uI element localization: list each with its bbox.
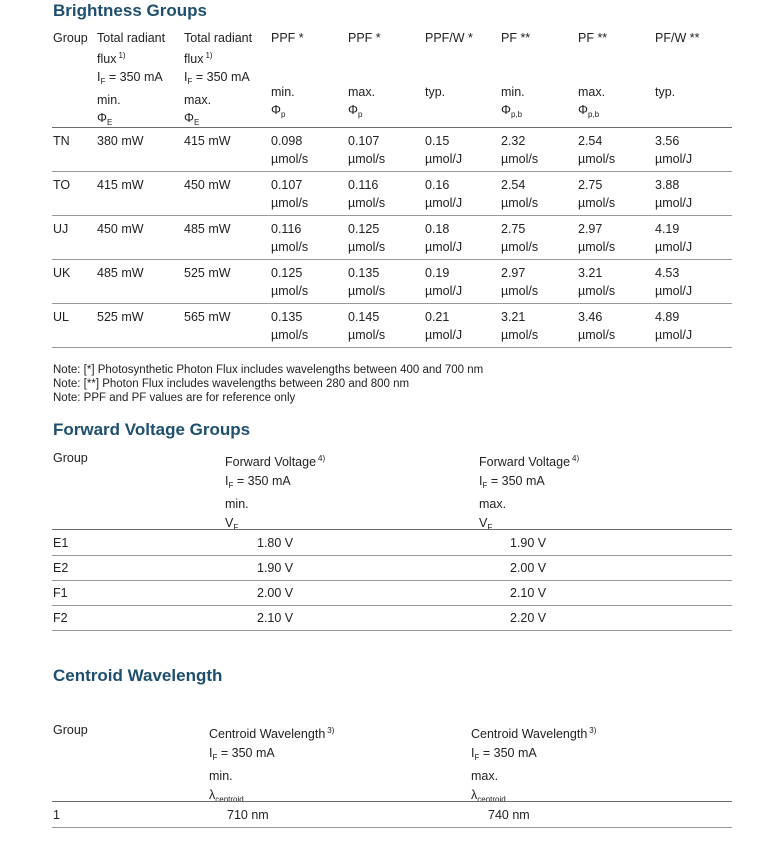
header-flux-label: Total radiant <box>97 31 166 45</box>
header-ppfw <box>425 29 473 101</box>
cell-flux-max: 450 mW <box>184 178 231 192</box>
cell-flux-min: 380 mW <box>97 134 144 148</box>
header-ppfw-label: PPF/W * <box>425 31 473 45</box>
row-divider <box>52 215 732 216</box>
header-group: Group <box>53 723 88 737</box>
header-symbol: $\Phi_E$ <box>97 111 113 127</box>
cell-group: TO <box>53 178 71 192</box>
header-wl-label: Centroid Wavelength $^{3)}$ <box>471 726 597 741</box>
header-symbol: $\Phi_p$ <box>271 103 286 119</box>
cell-vf-min: 1.90 V <box>257 561 294 575</box>
header-min: min. <box>225 497 249 511</box>
cell-pf-max: 2.97 µmol/s <box>578 222 616 254</box>
cell-ppf-min: 0.098 µmol/s <box>271 134 309 166</box>
header-min: min. <box>501 85 525 99</box>
header-divider <box>52 529 732 530</box>
cell-pf-max: 2.54 µmol/s <box>578 134 616 166</box>
cell-vf-max: 2.10 V <box>510 586 547 600</box>
header-ppf-min <box>271 29 304 124</box>
header-current: $I_F = 350$ mA <box>471 746 537 762</box>
header-pf-min <box>501 29 530 124</box>
header-ppf-label: PPF * <box>348 31 381 45</box>
cell-flux-min: 485 mW <box>97 266 144 280</box>
cell-pf-min: 3.21 µmol/s <box>501 310 539 342</box>
cell-flux-min: 415 mW <box>97 178 144 192</box>
header-current: $I_F = 350$ mA <box>225 474 291 490</box>
cell-pfw: 4.53 µmol/J <box>655 266 693 298</box>
cell-group: 1 <box>53 808 60 822</box>
cell-group: UJ <box>53 222 69 236</box>
cell-wl-min: 710 nm <box>227 808 269 822</box>
header-wl-max <box>471 721 596 809</box>
cell-vf-max: 2.20 V <box>510 611 547 625</box>
forward-voltage-title: Forward Voltage Groups <box>53 420 251 439</box>
header-min: min. <box>97 93 121 107</box>
header-current: $I_F = 350$ mA <box>479 474 545 490</box>
cell-ppf-min: 0.125 µmol/s <box>271 266 309 298</box>
cell-ppfw: 0.15 µmol/J <box>425 134 463 166</box>
cell-ppf-max: 0.145 µmol/s <box>348 310 386 342</box>
header-pfw <box>655 29 699 101</box>
cell-group: E2 <box>53 561 69 575</box>
row-divider <box>52 555 732 556</box>
cell-pf-min: 2.75 µmol/s <box>501 222 539 254</box>
cell-pf-min: 2.32 µmol/s <box>501 134 539 166</box>
header-vf-label: Forward Voltage $^{4)}$ <box>479 454 580 469</box>
row-divider <box>52 605 732 606</box>
cell-pf-max: 3.21 µmol/s <box>578 266 616 298</box>
centroid-title: Centroid Wavelength <box>53 666 223 685</box>
cell-vf-min: 2.10 V <box>257 611 294 625</box>
cell-pfw: 4.89 µmol/J <box>655 310 693 342</box>
cell-ppfw: 0.19 µmol/J <box>425 266 463 298</box>
cell-pfw: 3.88 µmol/J <box>655 178 693 210</box>
header-flux-max <box>184 29 252 132</box>
cell-ppf-max: 0.107 µmol/s <box>348 134 386 166</box>
cell-wl-max: 740 nm <box>488 808 530 822</box>
row-divider <box>52 171 732 172</box>
cell-ppf-max: 0.135 µmol/s <box>348 266 386 298</box>
cell-flux-max: 485 mW <box>184 222 231 236</box>
cell-flux-max: 415 mW <box>184 134 231 148</box>
cell-pf-max: 3.46 µmol/s <box>578 310 616 342</box>
row-divider <box>52 580 732 581</box>
header-ppf-max <box>348 29 381 124</box>
header-pf-label: PF ** <box>501 31 531 45</box>
note-ppf: Note: [*] Photosynthetic Photon Flux includes wavelengths between 400 and 700 nm <box>53 364 484 376</box>
header-symbol: $\Phi_{p,b}$ <box>501 103 523 119</box>
header-flux-label: Total radiant <box>184 31 253 45</box>
header-symbol: $\lambda_{centroid}$ <box>471 788 506 804</box>
brightness-title: Brightness Groups <box>53 1 207 20</box>
cell-group: E1 <box>53 536 69 550</box>
header-wl-label: Centroid Wavelength $^{3)}$ <box>209 726 335 741</box>
cell-ppf-min: 0.107 µmol/s <box>271 178 309 210</box>
header-max: max. <box>471 769 499 783</box>
cell-group: F2 <box>53 611 68 625</box>
header-divider <box>52 127 732 128</box>
header-pf-max <box>578 29 607 124</box>
row-divider <box>52 630 732 631</box>
header-pf-label: PF ** <box>578 31 608 45</box>
header-max: max. <box>184 93 212 107</box>
header-vf-min <box>225 449 325 537</box>
header-flux-min <box>97 29 165 132</box>
header-symbol: $\Phi_p$ <box>348 103 363 119</box>
cell-ppf-min: 0.135 µmol/s <box>271 310 309 342</box>
row-divider <box>52 347 732 348</box>
header-symbol: $\Phi_{p,b}$ <box>578 103 600 119</box>
header-flux-label2: flux $^{1)}$ <box>97 51 126 66</box>
header-max: max. <box>348 85 376 99</box>
cell-group: UL <box>53 310 69 324</box>
header-typ: typ. <box>655 85 676 99</box>
cell-ppf-max: 0.125 µmol/s <box>348 222 386 254</box>
header-group: Group <box>53 31 88 45</box>
header-max: max. <box>578 85 606 99</box>
cell-flux-min: 450 mW <box>97 222 144 236</box>
header-vf-max <box>479 449 579 537</box>
header-current: $I_F = 350$ mA <box>97 70 163 86</box>
note-pf: Note: [**] Photon Flux includes wavelengths between 280 and 800 nm <box>53 378 410 390</box>
cell-pf-max: 2.75 µmol/s <box>578 178 616 210</box>
row-divider <box>52 303 732 304</box>
cell-group: TN <box>53 134 70 148</box>
header-pfw-label: PF/W ** <box>655 31 700 45</box>
header-wl-min <box>209 721 334 809</box>
cell-flux-min: 525 mW <box>97 310 144 324</box>
header-ppf-label: PPF * <box>271 31 304 45</box>
header-symbol: $\lambda_{centroid}$ <box>209 788 244 804</box>
cell-vf-max: 2.00 V <box>510 561 547 575</box>
header-typ: typ. <box>425 85 446 99</box>
header-vf-label: Forward Voltage $^{4)}$ <box>225 454 326 469</box>
cell-ppfw: 0.21 µmol/J <box>425 310 463 342</box>
cell-group: UK <box>53 266 71 280</box>
header-symbol: $V_F$ <box>479 516 493 532</box>
row-divider <box>52 827 732 828</box>
cell-vf-max: 1.90 V <box>510 536 547 550</box>
note-reference: Note: PPF and PF values are for reference only <box>53 392 296 404</box>
cell-ppf-max: 0.116 µmol/s <box>348 178 386 210</box>
cell-vf-min: 1.80 V <box>257 536 294 550</box>
cell-pfw: 4.19 µmol/J <box>655 222 693 254</box>
header-current: $I_F = 350$ mA <box>209 746 275 762</box>
cell-ppfw: 0.16 µmol/J <box>425 178 463 210</box>
header-max: max. <box>479 497 507 511</box>
cell-group: F1 <box>53 586 68 600</box>
row-divider <box>52 259 732 260</box>
header-symbol: $V_F$ <box>225 516 239 532</box>
header-symbol: $\Phi_E$ <box>184 111 200 127</box>
header-current: $I_F = 350$ mA <box>184 70 250 86</box>
cell-pf-min: 2.54 µmol/s <box>501 178 539 210</box>
header-flux-label2: flux $^{1)}$ <box>184 51 213 66</box>
header-group: Group <box>53 451 88 465</box>
header-min: min. <box>271 85 295 99</box>
cell-ppf-min: 0.116 µmol/s <box>271 222 309 254</box>
header-divider <box>52 801 732 802</box>
cell-flux-max: 565 mW <box>184 310 231 324</box>
cell-vf-min: 2.00 V <box>257 586 294 600</box>
cell-pf-min: 2.97 µmol/s <box>501 266 539 298</box>
cell-pfw: 3.56 µmol/J <box>655 134 693 166</box>
cell-ppfw: 0.18 µmol/J <box>425 222 463 254</box>
cell-flux-max: 525 mW <box>184 266 231 280</box>
header-min: min. <box>209 769 233 783</box>
